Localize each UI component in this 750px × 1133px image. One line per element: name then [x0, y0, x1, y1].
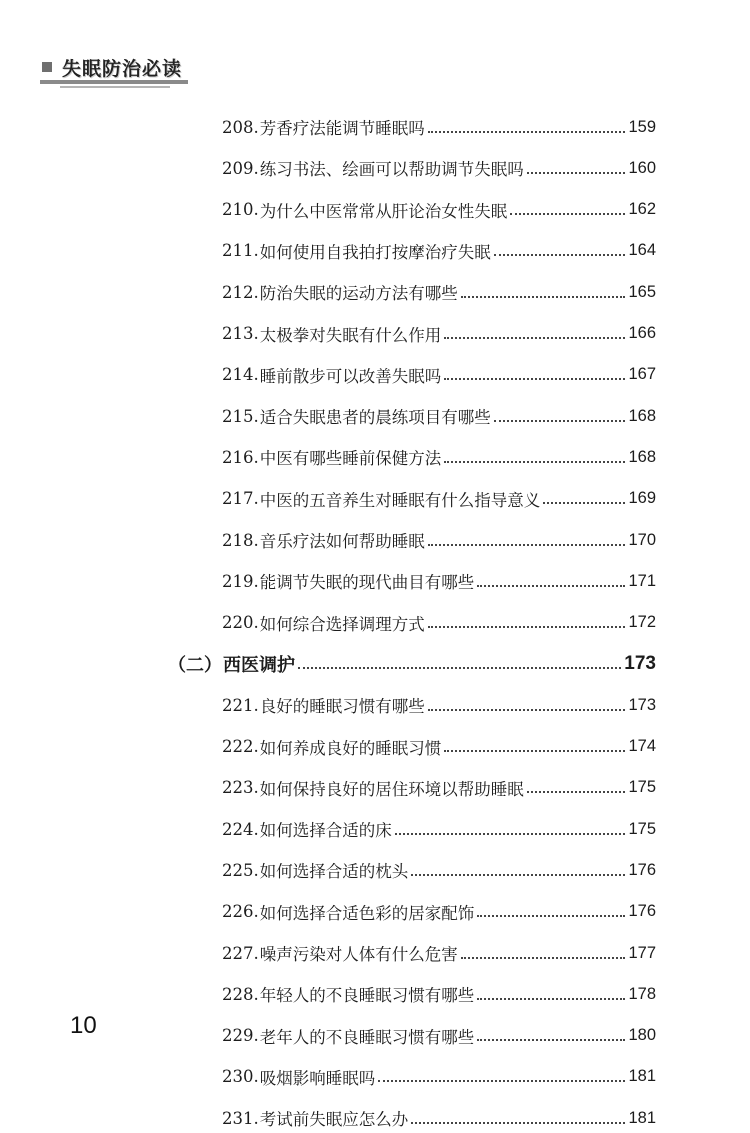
toc-entry-page: 181 [628, 1067, 656, 1086]
dot-leader [428, 625, 626, 628]
toc-entry-number: 211. [222, 241, 259, 261]
page-number: 10 [70, 1012, 97, 1039]
toc-entry-number: 215. [222, 406, 259, 426]
toc-entry-number: 208. [222, 117, 259, 137]
toc-entry-number: 228. [222, 984, 259, 1004]
toc-entry-number: 220. [222, 613, 259, 633]
toc-entry-title: 防治失眠的运动方法有哪些 [259, 284, 458, 304]
toc-entry-title: 芳香疗法能调节睡眠吗 [259, 119, 425, 138]
header-rule-secondary [60, 86, 170, 88]
dot-leader [444, 460, 625, 463]
toc-entry[interactable] [222, 773, 656, 803]
toc-entry[interactable] [222, 360, 656, 390]
toc-entry[interactable] [222, 1021, 656, 1051]
toc-entry-title: 能调节失眠的现代曲目有哪些 [259, 573, 475, 593]
running-header [40, 52, 200, 92]
dot-leader [494, 419, 626, 422]
toc-entry-title: 噪声污染对人体有什么危害 [259, 945, 458, 964]
dot-leader [444, 336, 625, 339]
toc-entry-number: 209. [222, 158, 259, 178]
dot-leader [378, 1079, 625, 1082]
toc-entry-title: 中医有哪些睡前保健方法 [259, 449, 442, 469]
toc-entry-title: 年轻人的不良睡眠习惯有哪些 [259, 986, 475, 1006]
dot-leader [298, 666, 621, 669]
toc-entry-page: 165 [628, 282, 656, 301]
toc-entry-title: 如何选择合适的枕头 [259, 862, 409, 882]
dot-leader [411, 1121, 625, 1124]
toc-entry-title: 睡前散步可以改善失眠吗 [259, 366, 442, 386]
toc-entry-title: 如何养成良好的睡眠习惯 [259, 738, 442, 758]
toc-entry-page: 173 [628, 695, 656, 714]
toc-entry-page: 170 [628, 530, 656, 549]
book-title: 失眠防治必读 [62, 58, 183, 80]
toc-entry-number: 219. [222, 571, 259, 591]
dot-leader [428, 543, 626, 546]
toc-entry-title: 中医的五音养生对睡眠有什么指导意义 [259, 490, 541, 510]
toc-entry-title: 适合失眠患者的晨练项目有哪些 [259, 408, 491, 428]
toc-entry-number: 217. [222, 489, 259, 509]
toc-entry-page: 177 [628, 943, 656, 962]
toc-entry[interactable] [222, 401, 656, 431]
toc-entry-page: 171 [628, 571, 656, 590]
toc-entry[interactable] [222, 855, 656, 885]
toc-entry-title: 如何使用自我拍打按摩治疗失眠 [259, 242, 491, 262]
toc-entry-number: 218. [222, 530, 259, 550]
toc-entry-title: 考试前失眠应怎么办 [259, 1110, 409, 1130]
toc-entry-number: 226. [222, 902, 259, 922]
toc-entry-page: 176 [628, 860, 656, 879]
toc-entry-number: 231. [222, 1108, 259, 1128]
toc-entry-number: 224. [222, 819, 259, 839]
dot-leader [395, 832, 626, 835]
toc-entry[interactable] [222, 566, 656, 596]
toc-entry-number: 229. [222, 1026, 259, 1046]
toc-entry-title: 如何保持良好的居住环境以帮助睡眠 [259, 779, 524, 799]
toc-entry-number: （二） [168, 654, 222, 676]
toc-entry-title: 如何综合选择调理方式 [259, 614, 425, 634]
dot-leader [527, 790, 626, 793]
dot-leader [510, 212, 625, 215]
toc-entry[interactable] [222, 690, 656, 720]
toc-entry-number: 225. [222, 860, 259, 880]
toc-section-heading[interactable] [168, 649, 656, 679]
toc-entry-title: 如何选择合适色彩的居家配饰 [259, 903, 475, 923]
toc-entry[interactable] [222, 153, 656, 183]
toc-entry-title: 良好的睡眠习惯有哪些 [259, 697, 425, 717]
toc-entry-number: 214. [222, 365, 259, 385]
toc-entry-page: 159 [628, 117, 656, 136]
dot-leader [477, 914, 625, 917]
dot-leader [543, 501, 625, 504]
toc-entry-number: 212. [222, 282, 259, 302]
dot-leader [494, 253, 626, 256]
dot-leader [411, 873, 625, 876]
toc-entry-page: 176 [628, 902, 656, 921]
dot-leader [461, 295, 626, 298]
toc-entry[interactable] [222, 277, 656, 307]
toc-entry[interactable] [222, 814, 656, 844]
header-marker-icon [42, 62, 52, 72]
dot-leader [428, 130, 626, 133]
toc-entry-page: 169 [628, 489, 656, 508]
toc-entry-title: 老年人的不良睡眠习惯有哪些 [259, 1027, 475, 1047]
dot-leader [477, 584, 625, 587]
dot-leader [428, 708, 626, 711]
toc-entry-page: 164 [628, 241, 656, 260]
toc-entry-title: 吸烟影响睡眠吗 [259, 1068, 376, 1088]
toc-entry[interactable] [222, 938, 656, 968]
toc-entry[interactable] [222, 112, 656, 142]
dot-leader [477, 1038, 625, 1041]
toc-entry-title: 如何选择合适的床 [259, 821, 392, 841]
toc-entry-page: 168 [628, 447, 656, 466]
toc-entry-number: 213. [222, 324, 259, 343]
toc-entry-page: 181 [628, 1108, 656, 1127]
toc-entry-number: 221. [222, 695, 259, 715]
dot-leader [444, 749, 625, 752]
toc-entry[interactable] [222, 484, 656, 514]
dot-leader [527, 171, 626, 174]
toc-entry-page: 172 [628, 613, 656, 632]
toc-entry[interactable] [222, 897, 656, 927]
toc-entry-page: 175 [628, 778, 656, 797]
toc-entry[interactable] [222, 979, 656, 1009]
toc-entry[interactable] [222, 732, 656, 762]
toc-entry-number: 216. [222, 447, 259, 467]
toc-entry-page: 175 [628, 819, 656, 838]
toc-entry-page: 160 [628, 158, 656, 177]
toc-entry-page: 167 [628, 365, 656, 384]
toc-entry-page: 174 [628, 737, 656, 755]
toc-entry-title: 音乐疗法如何帮助睡眠 [259, 532, 425, 551]
toc-entry-page: 180 [628, 1026, 656, 1045]
toc-entry[interactable] [222, 1062, 656, 1092]
toc-entry[interactable] [222, 195, 656, 225]
toc-entry-number: 223. [222, 778, 259, 798]
toc-entry-page: 173 [624, 652, 656, 674]
toc-entry-title: 练习书法、绘画可以帮助调节失眠吗 [259, 160, 524, 180]
toc-entry[interactable] [222, 608, 656, 638]
toc-entry-number: 210. [222, 200, 259, 220]
dot-leader [477, 997, 625, 1000]
toc-entry-page: 178 [628, 984, 656, 1003]
toc-entry-number: 222. [222, 737, 259, 756]
toc-entry-number: 230. [222, 1067, 259, 1087]
toc-entry-title: 为什么中医常常从肝论治女性失眠 [259, 201, 508, 221]
toc-entry[interactable] [222, 1103, 656, 1133]
toc-entry-title: 太极拳对失眠有什么作用 [259, 325, 442, 345]
toc-entry[interactable] [222, 236, 656, 266]
dot-leader [461, 956, 626, 959]
toc-entry-page: 166 [628, 324, 656, 342]
toc-entry-page: 168 [628, 406, 656, 425]
toc-entry[interactable] [222, 319, 656, 349]
toc-entry-title: 西医调护 [223, 654, 295, 676]
toc-entry[interactable] [222, 525, 656, 555]
toc-entry-number: 227. [222, 943, 259, 963]
toc-entry-page: 162 [628, 200, 656, 219]
dot-leader [444, 377, 625, 380]
toc-entry[interactable] [222, 442, 656, 472]
